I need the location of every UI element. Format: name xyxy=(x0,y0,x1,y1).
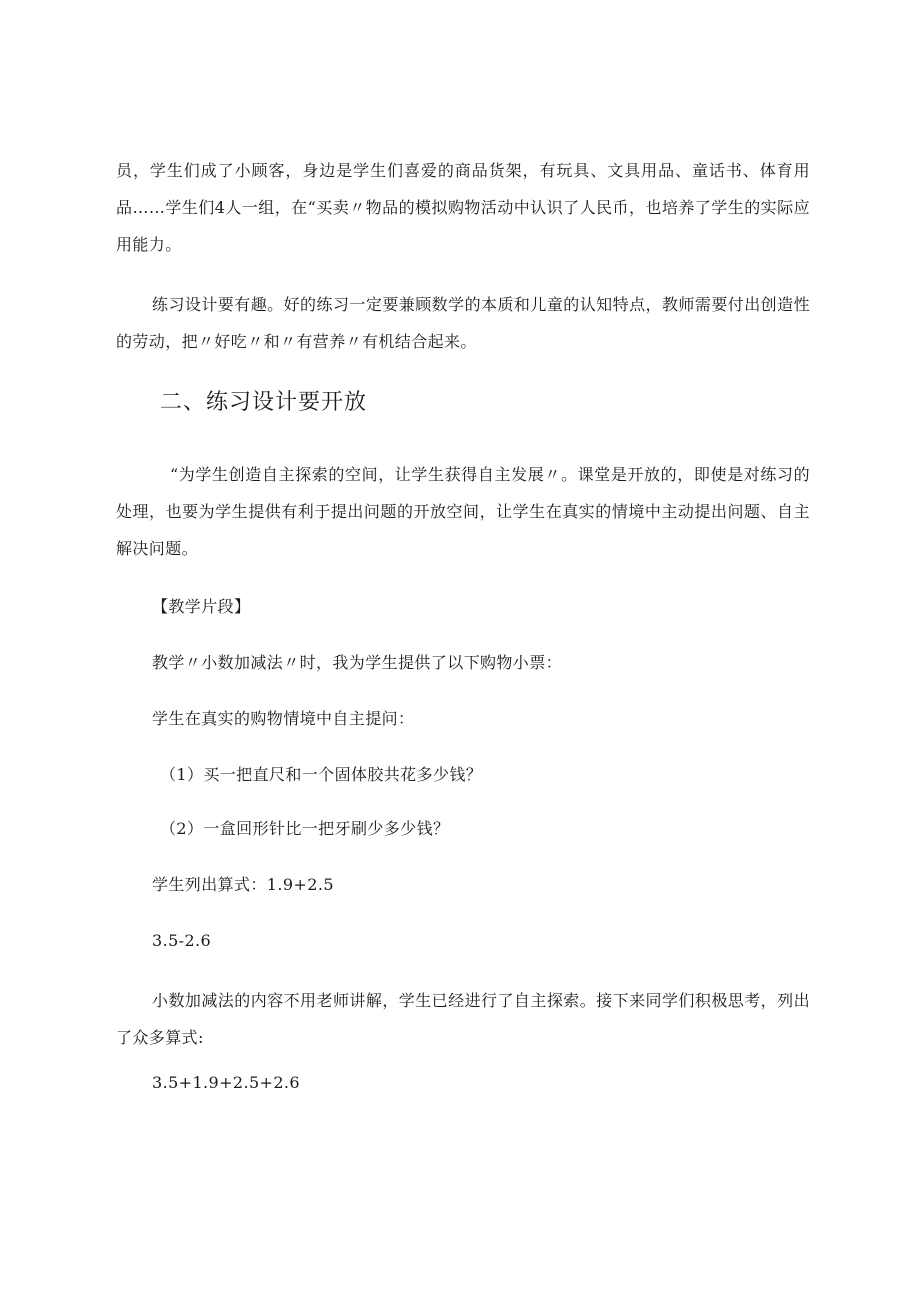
paragraph-decimal-lesson: 教学〃小数加减法〃时，我为学生提供了以下购物小票： xyxy=(152,653,563,672)
paragraph-autonomous-exploration: “为学生创造自主探索的空间，让学生获得自主发展〃。课堂是开放的，即使是对练习的处理，也要为学生提供有利于提出问题的开放空间，让学生在真实的情境中主动提出问题、自主解决问题。 xyxy=(116,465,810,558)
paragraph-many-formulas: 小数加减法的内容不用老师讲解，学生已经进行了自主探索。接下来同学们积极思考，列出了众多算式: xyxy=(116,991,810,1047)
paragraph-student-formula: 学生列出算式：1.9+2.5 xyxy=(152,875,334,894)
paragraph-student-questions: 学生在真实的购物情境中自主提问： xyxy=(152,709,415,728)
question-item-2: （2）一盒回形针比一把牙刷少多少钱？ xyxy=(160,819,450,838)
question-item-1: （1）买一把直尺和一个固体胶共花多少钱？ xyxy=(160,765,483,784)
formula-sum: 3.5+1.9+2.5+2.6 xyxy=(152,1073,300,1092)
paragraph-fun-exercise: 练习设计要有趣。好的练习一定要兼顾数学的本质和儿童的认知特点，教师需要付出创造性的劳动，把〃好吃〃和〃有营养〃有机结合起来。 xyxy=(116,295,810,351)
section-heading-open-exercise: 二、练习设计要开放 xyxy=(160,390,368,415)
teaching-segment-label: 【教学片段】 xyxy=(152,597,251,616)
paragraph-shopping-activity: 员，学生们成了小顾客，身边是学生们喜爱的商品货架，有玩具、文具用品、童话书、体育用品……学生们4人一组，在“买卖〃物品的模拟购物活动中认识了人民币，也培养了学生的实际应用能力。 xyxy=(116,161,810,254)
formula-subtraction: 3.5-2.6 xyxy=(152,931,212,950)
